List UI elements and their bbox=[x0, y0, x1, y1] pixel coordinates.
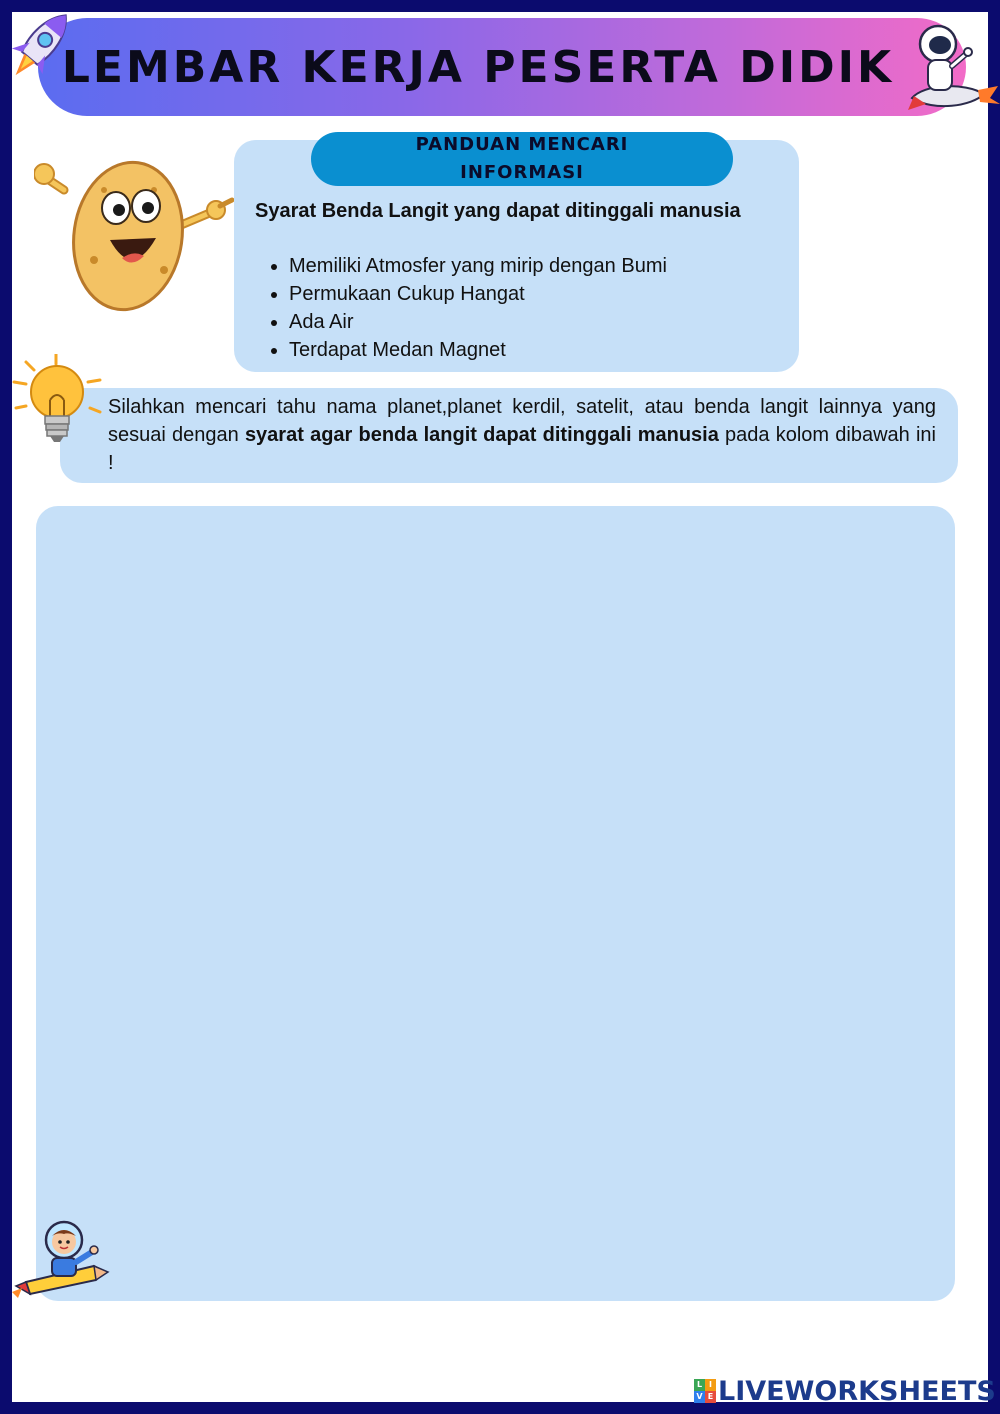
potato-mascot-icon bbox=[34, 150, 234, 312]
instruction-text bbox=[108, 393, 936, 477]
liveworksheets-logo-icon: L I V E bbox=[694, 1379, 716, 1403]
answer-area[interactable] bbox=[36, 506, 955, 1301]
brand-name: LIVEWORKSHEETS bbox=[718, 1375, 996, 1407]
astronaut-rocket-icon bbox=[904, 20, 1000, 118]
brand-footer bbox=[694, 1374, 996, 1408]
guide-title-pill bbox=[311, 132, 733, 186]
instruction-part1: Silahkan mencari tahu nama planet,planet kerdil, satelit, atau benda langit lainnya yang sesuai dengan bbox=[108, 396, 936, 446]
guide-title: PANDUAN MENCARI INFORMASI bbox=[415, 134, 629, 183]
guide-list bbox=[255, 252, 809, 364]
list-item: • Memiliki Atmosfer yang mirip dengan Bumi bbox=[289, 252, 809, 280]
list-item: • Terdapat Medan Magnet bbox=[289, 336, 809, 364]
guide-heading: Syarat Benda Langit yang dapat ditinggali manusia bbox=[255, 200, 741, 222]
kid-astronaut-pencil-icon bbox=[12, 1218, 112, 1304]
rocket-icon bbox=[0, 0, 80, 92]
instruction-bold: syarat agar benda langit dapat ditinggali manusia bbox=[244, 424, 719, 446]
instruction-part2: pada kolom dibawah ini ! bbox=[108, 424, 936, 474]
page-title: LEMBAR KERJA PESERTA DIDIK bbox=[61, 41, 895, 93]
lightbulb-icon bbox=[12, 354, 106, 450]
list-item: • Ada Air bbox=[289, 308, 809, 336]
list-item: • Permukaan Cukup Hangat bbox=[289, 280, 809, 308]
